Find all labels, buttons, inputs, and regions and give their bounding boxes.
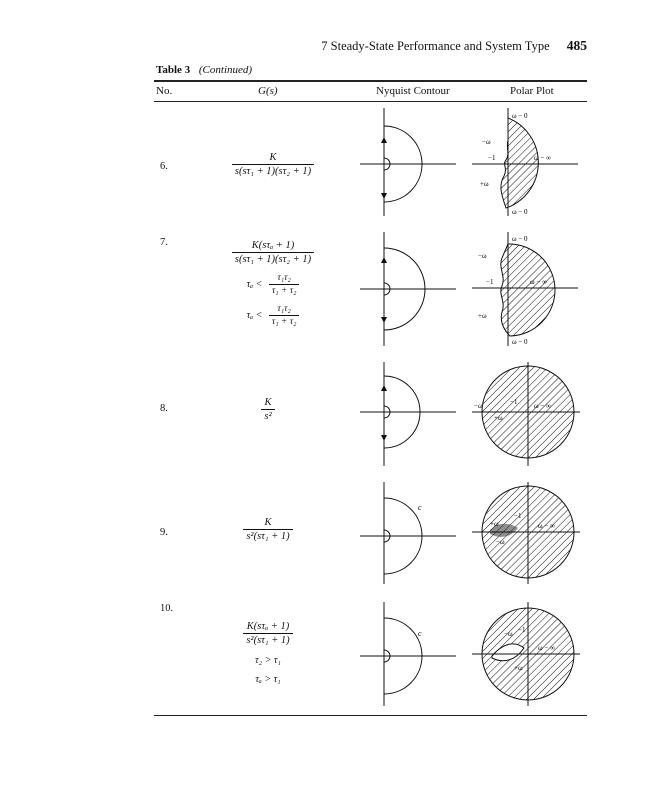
denominator: s(sτ₁ + 1)(sτ₂ + 1)	[234, 254, 312, 265]
transfer-function	[218, 151, 328, 178]
condition	[218, 303, 328, 328]
contour-label-c: c	[418, 503, 422, 512]
col-header-nyquist: Nyquist Contour	[376, 85, 450, 97]
plus-omega-label: +ω	[478, 312, 487, 320]
minus-one-label: −1	[488, 154, 496, 162]
condition-lhs: τₐ <	[246, 310, 263, 321]
denominator: s²	[264, 411, 272, 422]
table-subtitle: (Continued)	[198, 64, 253, 76]
omega-zero-label: ω − 0	[512, 235, 528, 243]
condition: τ₂ > τ₁	[255, 655, 281, 666]
transfer-function	[218, 620, 318, 685]
page-number: 485	[566, 38, 587, 53]
fraction	[269, 303, 300, 328]
minus-omega-label: −ω	[496, 538, 505, 546]
denominator: s(sτ₁ + 1)(sτ₂ + 1)	[234, 166, 312, 177]
omega-inf-label: ω − ∞	[530, 278, 548, 286]
running-title: 7 Steady-State Performance and System Type	[321, 39, 550, 53]
polar-plot-7	[472, 228, 582, 350]
nyquist-contour-6	[360, 104, 460, 220]
plus-omega-label: +ω	[494, 414, 503, 422]
denominator: s²(sτ₁ + 1)	[246, 531, 290, 542]
polar-plot-8	[472, 358, 582, 470]
minus-omega-label: −ω	[478, 252, 487, 260]
fraction	[261, 396, 274, 423]
bottom-rule	[154, 715, 587, 716]
fraction	[243, 620, 292, 647]
condition	[218, 272, 328, 297]
nyquist-contour-10	[360, 598, 460, 710]
denominator: τ₁ + τ₂	[271, 286, 297, 296]
minus-one-label: −1	[514, 512, 522, 520]
denominator: s²(sτ₁ + 1)	[246, 635, 290, 646]
omega-zero-label: ω − 0	[512, 338, 528, 346]
numerator: K(sτₐ + 1)	[232, 239, 314, 253]
minus-one-label: −1	[518, 626, 526, 634]
fraction	[232, 151, 314, 178]
numerator: τ₁τ₂	[269, 272, 300, 285]
row-number: 9.	[160, 527, 168, 538]
minus-omega-label: −ω	[504, 630, 513, 638]
row-number: 6.	[160, 161, 168, 172]
contour-label-c: c	[418, 629, 422, 638]
col-header-no: No.	[156, 85, 173, 97]
numerator: K	[232, 151, 314, 165]
transfer-function	[218, 516, 318, 543]
numerator: τ₁τ₂	[269, 303, 300, 316]
condition-lhs: τₐ <	[246, 279, 263, 290]
numerator: K(sτₐ + 1)	[243, 620, 292, 634]
col-header-gs: G(s)	[258, 85, 278, 97]
top-rule	[154, 80, 587, 82]
numerator: K	[243, 516, 292, 530]
polar-plot-10	[472, 598, 582, 710]
col-header-polar: Polar Plot	[510, 85, 554, 97]
omega-zero-label: ω − 0	[512, 112, 528, 120]
omega-inf-label: ω − ∞	[534, 154, 552, 162]
table-caption	[156, 64, 252, 76]
page-header	[0, 38, 587, 54]
fraction	[232, 239, 314, 266]
transfer-function	[218, 396, 318, 423]
omega-inf-label: ω − ∞	[534, 402, 552, 410]
polar-plot-9	[472, 478, 582, 588]
transfer-function	[218, 239, 328, 328]
polar-plot-6	[472, 104, 582, 220]
minus-omega-label: −ω	[482, 138, 491, 146]
nyquist-contour-7	[360, 228, 460, 350]
header-rule	[154, 101, 587, 102]
nyquist-contour-8	[360, 358, 460, 470]
fraction	[269, 272, 300, 297]
minus-one-label: −1	[510, 398, 518, 406]
omega-zero-label: ω − 0	[512, 208, 528, 216]
minus-omega-label: −ω	[474, 402, 483, 410]
table-label: Table 3	[156, 64, 191, 76]
nyquist-contour-9	[360, 478, 460, 588]
denominator: τ₁ + τ₂	[271, 317, 297, 327]
condition: τₐ > τ₁	[255, 674, 281, 685]
row-number: 8.	[160, 403, 168, 414]
plus-omega-label: +ω	[490, 520, 499, 528]
omega-inf-label: ω − ∞	[538, 522, 556, 530]
numerator: K	[261, 396, 274, 410]
row-number: 7.	[160, 237, 168, 248]
minus-one-label: −1	[486, 278, 494, 286]
fraction	[243, 516, 292, 543]
omega-inf-label: ω − ∞	[538, 644, 556, 652]
row-number: 10.	[160, 603, 174, 614]
plus-omega-label: +ω	[514, 664, 523, 672]
plus-omega-label: +ω	[480, 180, 489, 188]
